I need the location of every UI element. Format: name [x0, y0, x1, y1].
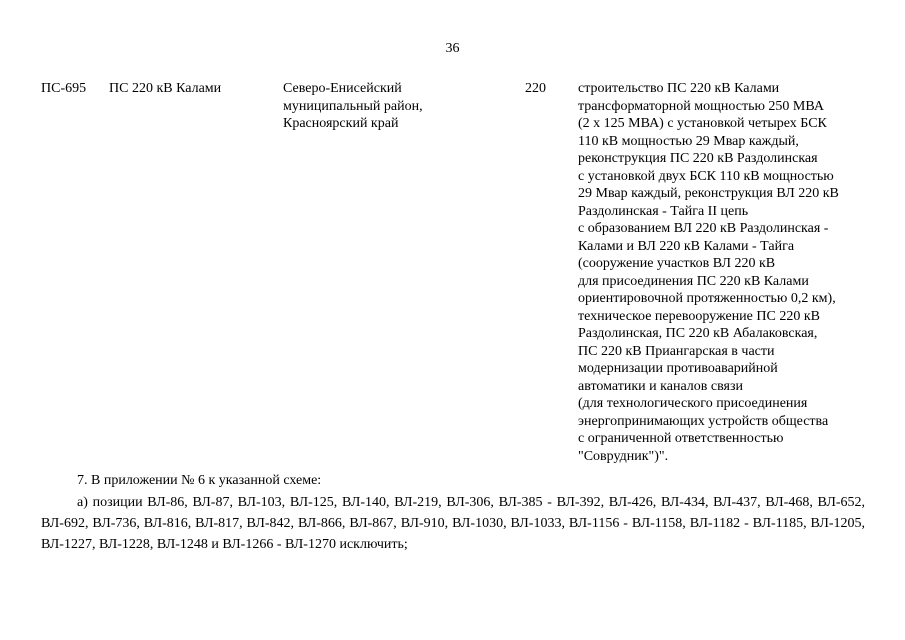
- section-heading: 7. В приложении № 6 к указанной схеме:: [77, 473, 322, 488]
- description-line: энергопринимающих устройств общества: [578, 413, 829, 429]
- section-paragraph: а) позиции ВЛ-86, ВЛ-87, ВЛ-103, ВЛ-125, ВЛ-140, ВЛ-219, ВЛ-306, ВЛ-385 - ВЛ-392, ВЛ-426, ВЛ-434, ВЛ-437, ВЛ-468, ВЛ-652, ВЛ-692, ВЛ-736, ВЛ-816, ВЛ-817, ВЛ-842, ВЛ-866, ВЛ-867, ВЛ-910, ВЛ-1030, ВЛ-1033, ВЛ-1156 - ВЛ-1158, ВЛ-1182 - ВЛ-1185, ВЛ-1205, ВЛ-1227, ВЛ-1228, ВЛ-1248 и ВЛ-1266 - ВЛ-1270 исключить;: [41, 495, 865, 552]
- page-number: 36: [445, 41, 460, 56]
- description-line: Раздолинская - Тайга II цепь: [578, 203, 749, 219]
- description-line: техническое перевооружение ПС 220 кВ: [578, 308, 820, 324]
- description-line: (для технологического присоединения: [578, 396, 808, 411]
- description-line: автоматики и каналов связи: [578, 378, 743, 394]
- cell-voltage: 220: [525, 81, 546, 96]
- description-line: (сооружение участков ВЛ 220 кВ: [578, 256, 776, 271]
- description-line: реконструкция ПС 220 кВ Раздолинская: [578, 151, 818, 166]
- location-line: Северо-Енисейский: [283, 81, 402, 96]
- description-line: Калами и ВЛ 220 кВ Калами - Тайга: [578, 238, 795, 254]
- description-line: строительство ПС 220 кВ Калами: [578, 81, 780, 96]
- description-line: модернизации противоаварийной: [578, 361, 778, 376]
- description-line: с образованием ВЛ 220 кВ Раздолинская -: [578, 221, 829, 236]
- description-line: 110 кВ мощностью 29 Мвар каждый,: [578, 133, 799, 149]
- description-line: для присоединения ПС 220 кВ Калами: [578, 273, 809, 289]
- cell-code: ПС-695: [41, 81, 87, 96]
- description-line: с ограниченной ответственностью: [578, 431, 784, 446]
- table-row: [0, 80, 905, 464]
- description-line: Раздолинская, ПС 220 кВ Абалаковская,: [578, 326, 818, 341]
- cell-location: [283, 80, 423, 133]
- cell-name: ПС 220 кВ Калами: [109, 81, 222, 96]
- description-line: 29 Мвар каждый, реконструкция ВЛ 220 кВ: [578, 186, 839, 201]
- description-line: ориентировочной протяженностью 0,2 км),: [578, 291, 836, 306]
- location-line: муниципальный район,: [283, 98, 423, 114]
- location-line: Красноярский край: [283, 116, 399, 131]
- cell-description: [578, 80, 839, 465]
- description-line: "Соврудник")".: [578, 448, 669, 464]
- description-line: ПС 220 кВ Приангарская в части: [578, 343, 775, 359]
- description-line: (2 х 125 МВА) с установкой четырех БСК: [578, 116, 827, 131]
- description-line: с установкой двух БСК 110 кВ мощностью: [578, 168, 834, 184]
- description-line: трансформаторной мощностью 250 МВА: [578, 98, 824, 114]
